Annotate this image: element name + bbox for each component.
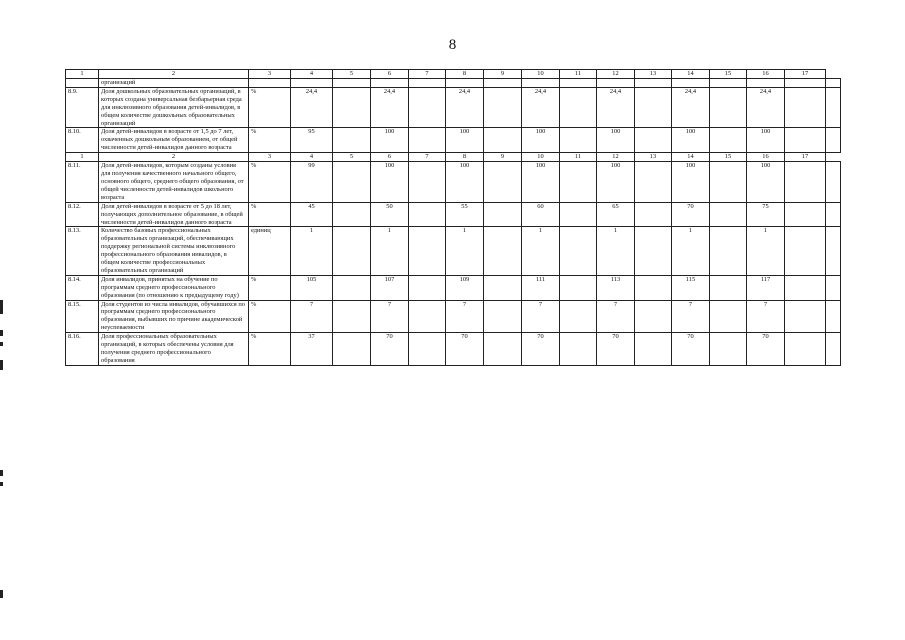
value-cell: 65 <box>597 202 635 227</box>
value-cell: 100 <box>371 162 409 203</box>
value-cell: 115 <box>672 275 710 300</box>
value-cell <box>560 79 597 88</box>
page-number: 8 <box>448 37 457 53</box>
unit-cell <box>249 79 291 88</box>
scan-edge-marks <box>0 0 6 640</box>
value-cell <box>409 333 446 366</box>
table-row <box>66 300 841 333</box>
value-cell <box>710 333 747 366</box>
value-cell: 7 <box>597 300 635 333</box>
value-cell <box>333 128 371 153</box>
unit-cell: % <box>249 162 291 203</box>
value-cell: 75 <box>747 202 785 227</box>
indicators-table <box>65 69 841 366</box>
value-cell <box>333 87 371 128</box>
value-cell: 100 <box>672 162 710 203</box>
value-cell: 7 <box>371 300 409 333</box>
value-cell: 1 <box>291 227 333 275</box>
value-cell: 95 <box>291 128 333 153</box>
row-number-cell: 8.16. <box>66 333 99 366</box>
row-number-cell: 8.9. <box>66 87 99 128</box>
value-cell <box>484 128 522 153</box>
indicator-name-cell: Доля детей-инвалидов, которым созданы условия для получения качественного начального общего, основного общего, среднего общего образования, от общей численности детей-инвалидов школьного возраста <box>99 162 249 203</box>
value-cell: 105 <box>291 275 333 300</box>
table-row <box>66 87 841 128</box>
value-cell: 70 <box>672 333 710 366</box>
value-cell: 37 <box>291 333 333 366</box>
column-number-cell: 10 <box>522 70 560 79</box>
value-cell: 100 <box>672 128 710 153</box>
value-cell <box>710 79 747 88</box>
indicator-name-cell: Доля инвалидов, принятых на обучение по программам среднего профессионального образования (по отношению к предыдущему году) <box>99 275 249 300</box>
row-number-cell: 8.15. <box>66 300 99 333</box>
value-cell: 1 <box>597 227 635 275</box>
value-cell: 7 <box>291 300 333 333</box>
value-cell: 1 <box>672 227 710 275</box>
value-cell <box>333 227 371 275</box>
column-number-cell: 11 <box>560 70 597 79</box>
row-number-cell <box>66 79 99 88</box>
value-cell <box>710 275 747 300</box>
value-cell: 7 <box>522 300 560 333</box>
value-cell <box>333 333 371 366</box>
value-cell: 60 <box>522 202 560 227</box>
value-cell <box>560 227 597 275</box>
value-cell: 117 <box>747 275 785 300</box>
indicator-name-cell: Доля дошкольных образовательных организаций, в которых создана универсальная безбарьерная среда для инклюзивного образования детей-инвалидов, в общем количестве дошкольных образовательных организаций <box>99 87 249 128</box>
value-cell: 109 <box>446 275 484 300</box>
value-cell: 70 <box>446 333 484 366</box>
value-cell: 100 <box>522 128 560 153</box>
value-cell <box>484 227 522 275</box>
value-cell <box>635 162 672 203</box>
column-number-cell: 4 <box>291 70 333 79</box>
column-number-cell: 13 <box>635 153 672 162</box>
value-cell <box>785 162 826 203</box>
table-row <box>66 79 841 88</box>
value-cell: 7 <box>747 300 785 333</box>
value-cell <box>409 300 446 333</box>
unit-cell: % <box>249 333 291 366</box>
value-cell <box>333 300 371 333</box>
table-row <box>66 162 841 203</box>
unit-cell: % <box>249 300 291 333</box>
column-number-cell: 2 <box>99 153 249 162</box>
value-cell: 70 <box>522 333 560 366</box>
value-cell <box>635 79 672 88</box>
value-cell: 70 <box>371 333 409 366</box>
value-cell: 1 <box>522 227 560 275</box>
value-cell <box>409 162 446 203</box>
column-number-cell: 11 <box>560 153 597 162</box>
value-cell <box>826 300 841 333</box>
value-cell <box>333 79 371 88</box>
table-row <box>66 227 841 275</box>
table-body <box>66 70 841 366</box>
value-cell: 24,4 <box>597 87 635 128</box>
column-number-row <box>66 153 841 162</box>
value-cell <box>371 79 409 88</box>
value-cell <box>560 128 597 153</box>
value-cell <box>826 162 841 203</box>
column-number-row <box>66 70 841 79</box>
value-cell <box>484 275 522 300</box>
value-cell: 100 <box>446 162 484 203</box>
value-cell: 45 <box>291 202 333 227</box>
value-cell <box>710 202 747 227</box>
value-cell <box>635 87 672 128</box>
indicator-name-cell: Количество базовых профессиональных образовательных организаций, обеспечивающих поддержку региональной системы инклюзивного профессионального образования инвалидов, в общем количестве профессиональных образовательных организаций <box>99 227 249 275</box>
value-cell <box>747 79 785 88</box>
value-cell: 70 <box>597 333 635 366</box>
value-cell <box>333 275 371 300</box>
value-cell <box>333 162 371 203</box>
value-cell <box>785 202 826 227</box>
value-cell: 7 <box>446 300 484 333</box>
value-cell <box>333 202 371 227</box>
column-number-cell: 17 <box>785 153 826 162</box>
row-number-cell: 8.13. <box>66 227 99 275</box>
column-number-cell: 12 <box>597 153 635 162</box>
row-number-cell: 8.12. <box>66 202 99 227</box>
value-cell <box>409 202 446 227</box>
value-cell <box>484 202 522 227</box>
unit-cell: единиц <box>249 227 291 275</box>
indicator-name-cell: Доля студентов из числа инвалидов, обучавшихся по программам среднего профессионального образования, выбывших по причине академической неуспеваемости <box>99 300 249 333</box>
value-cell <box>710 300 747 333</box>
value-cell <box>826 275 841 300</box>
indicator-name-cell: Доля профессиональных образовательных организаций, в которых обеспечены условия для получения среднего профессионального образования <box>99 333 249 366</box>
value-cell: 100 <box>446 128 484 153</box>
value-cell: 24,4 <box>446 87 484 128</box>
value-cell <box>484 333 522 366</box>
row-number-cell: 8.10. <box>66 128 99 153</box>
value-cell <box>560 300 597 333</box>
value-cell: 70 <box>747 333 785 366</box>
value-cell: 107 <box>371 275 409 300</box>
value-cell <box>826 79 841 88</box>
value-cell: 100 <box>371 128 409 153</box>
column-number-cell: 12 <box>597 70 635 79</box>
unit-cell: % <box>249 202 291 227</box>
value-cell <box>635 227 672 275</box>
value-cell <box>826 128 841 153</box>
value-cell <box>710 162 747 203</box>
value-cell <box>672 79 710 88</box>
value-cell <box>710 87 747 128</box>
column-number-cell: 6 <box>371 70 409 79</box>
indicator-name-cell: Доля детей-инвалидов в возрасте от 5 до 18 лет, получающих дополнительное образование, в общей численности детей-инвалидов данного возраста <box>99 202 249 227</box>
value-cell <box>409 227 446 275</box>
value-cell: 100 <box>522 162 560 203</box>
table-row <box>66 333 841 366</box>
column-number-cell: 14 <box>672 70 710 79</box>
column-number-cell: 3 <box>249 70 291 79</box>
value-cell <box>484 87 522 128</box>
value-cell <box>710 128 747 153</box>
value-cell <box>635 300 672 333</box>
value-cell <box>635 275 672 300</box>
column-number-cell: 17 <box>785 70 826 79</box>
value-cell <box>785 333 826 366</box>
column-number-cell: 14 <box>672 153 710 162</box>
value-cell: 55 <box>446 202 484 227</box>
value-cell: 111 <box>522 275 560 300</box>
value-cell <box>785 300 826 333</box>
value-cell <box>409 79 446 88</box>
column-number-cell: 7 <box>409 153 446 162</box>
value-cell: 100 <box>747 162 785 203</box>
value-cell <box>785 79 826 88</box>
value-cell <box>560 87 597 128</box>
value-cell <box>484 79 522 88</box>
column-number-cell: 5 <box>333 153 371 162</box>
value-cell <box>560 333 597 366</box>
unit-cell: % <box>249 87 291 128</box>
value-cell <box>635 128 672 153</box>
value-cell: 100 <box>597 128 635 153</box>
value-cell: 24,4 <box>747 87 785 128</box>
column-number-cell: 15 <box>710 153 747 162</box>
value-cell <box>785 227 826 275</box>
column-number-cell: 10 <box>522 153 560 162</box>
value-cell <box>597 79 635 88</box>
value-cell: 100 <box>747 128 785 153</box>
value-cell <box>522 79 560 88</box>
column-number-cell: 8 <box>446 153 484 162</box>
value-cell <box>710 227 747 275</box>
indicator-name-cell: Доля детей-инвалидов в возрасте от 1,5 до 7 лет, охваченных дошкольным образованием, от общей численности детей-инвалидов данного возраста <box>99 128 249 153</box>
value-cell: 113 <box>597 275 635 300</box>
value-cell <box>635 333 672 366</box>
value-cell: 24,4 <box>522 87 560 128</box>
value-cell: 1 <box>371 227 409 275</box>
value-cell <box>635 202 672 227</box>
value-cell <box>785 275 826 300</box>
row-number-cell: 8.11. <box>66 162 99 203</box>
value-cell <box>826 333 841 366</box>
column-number-cell: 8 <box>446 70 484 79</box>
table-row <box>66 128 841 153</box>
column-number-cell: 2 <box>99 70 249 79</box>
column-number-cell: 16 <box>747 153 785 162</box>
value-cell <box>826 87 841 128</box>
value-cell <box>409 128 446 153</box>
value-cell <box>409 87 446 128</box>
column-number-cell: 1 <box>66 153 99 162</box>
value-cell <box>785 128 826 153</box>
value-cell: 7 <box>672 300 710 333</box>
table-row <box>66 202 841 227</box>
value-cell <box>826 227 841 275</box>
value-cell <box>560 275 597 300</box>
value-cell <box>446 79 484 88</box>
value-cell <box>484 300 522 333</box>
unit-cell: % <box>249 275 291 300</box>
value-cell <box>826 202 841 227</box>
column-number-cell: 16 <box>747 70 785 79</box>
column-number-cell: 13 <box>635 70 672 79</box>
column-number-cell: 15 <box>710 70 747 79</box>
column-number-cell: 1 <box>66 70 99 79</box>
column-number-cell: 9 <box>484 70 522 79</box>
value-cell <box>560 162 597 203</box>
value-cell: 24,4 <box>672 87 710 128</box>
value-cell: 24,4 <box>291 87 333 128</box>
indicator-name-cell: организаций <box>99 79 249 88</box>
value-cell: 1 <box>747 227 785 275</box>
value-cell <box>484 162 522 203</box>
value-cell: 1 <box>446 227 484 275</box>
value-cell <box>560 202 597 227</box>
column-number-cell: 6 <box>371 153 409 162</box>
value-cell: 70 <box>672 202 710 227</box>
column-number-cell: 9 <box>484 153 522 162</box>
value-cell <box>291 79 333 88</box>
value-cell: 99 <box>291 162 333 203</box>
column-number-cell: 7 <box>409 70 446 79</box>
table-row <box>66 275 841 300</box>
column-number-cell: 4 <box>291 153 333 162</box>
value-cell <box>409 275 446 300</box>
value-cell: 24,4 <box>371 87 409 128</box>
value-cell: 100 <box>597 162 635 203</box>
column-number-cell: 5 <box>333 70 371 79</box>
column-number-cell: 3 <box>249 153 291 162</box>
unit-cell: % <box>249 128 291 153</box>
value-cell: 50 <box>371 202 409 227</box>
row-number-cell: 8.14. <box>66 275 99 300</box>
value-cell <box>785 87 826 128</box>
